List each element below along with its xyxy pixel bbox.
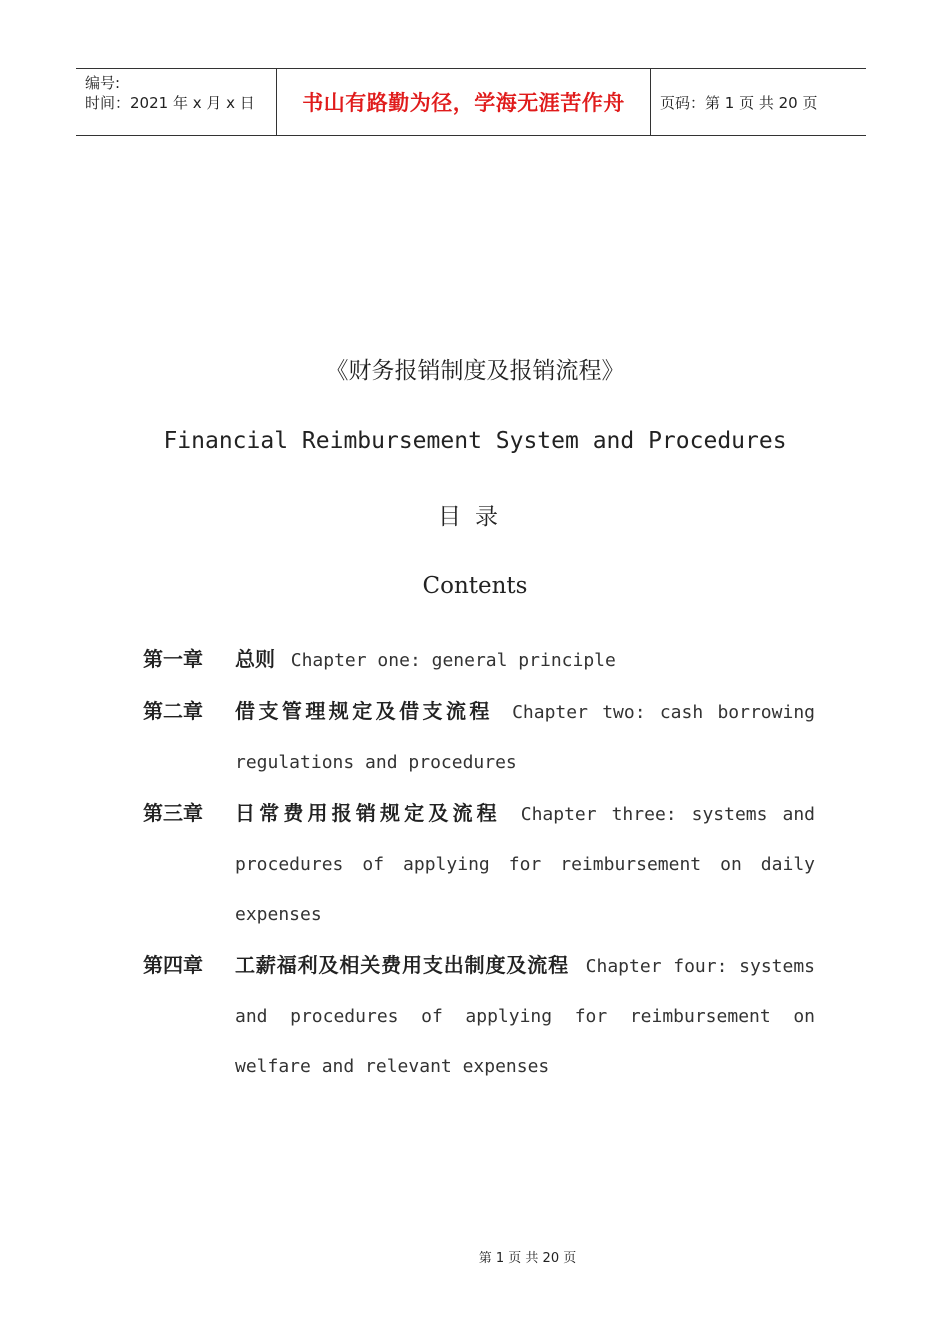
toc-heading-cn: 目录 [438,504,512,530]
toc-chapter-title-en: Chapter one: general principle [290,650,616,671]
page-info-text: 页码：第 1 页 共 20 页 [660,93,818,112]
toc-chapter-title-en: Chapter two: cash borrowing regulations and procedures [235,702,815,773]
toc-chapter-title-cn: 总则 [235,647,275,671]
toc-chapter-number: 第二章 [143,699,203,723]
toc-chapter-title-cn: 日常费用报销规定及流程 [235,801,501,825]
page-footer: 第 1 页 共 20 页 [478,1251,577,1266]
toc-entry [143,634,815,686]
header-meta [76,69,277,135]
header-page-info [651,69,866,135]
toc-chapter-title-en: Chapter four: systems and procedures of applying for reimbursement on welfare and relevant expenses [235,956,816,1077]
toc-chapter-number: 第四章 [143,953,203,977]
toc-heading-en: Contents [422,573,528,599]
header-motto [277,69,651,135]
toc-chapter-number: 第一章 [143,647,203,671]
time-label: 时间：2021 年 x 月 x 日 [85,94,255,112]
serial-label: 编号: [85,74,121,92]
toc-entry-body [235,788,815,940]
motto-text: 书山有路勤为径，学海无涯苦作舟 [302,91,625,115]
toc-entry-body [235,686,815,788]
toc-chapter-title-cn: 借支管理规定及借支流程 [235,699,493,723]
toc-entry [143,686,815,788]
toc-chapter-title-cn: 工薪福利及相关费用支出制度及流程 [235,953,570,977]
document-title-en: Financial Reimbursement System and Procedures [163,428,787,454]
toc-chapter-title-en: Chapter three: systems and procedures of applying for reimbursement on daily expenses [235,804,815,925]
toc-entry-body [235,940,815,1092]
table-of-contents [143,634,815,1092]
document-title-cn: 《财务报销制度及报销流程》 [325,358,625,384]
toc-entry [143,940,815,1092]
toc-entry-body [235,634,815,686]
toc-entry [143,788,815,940]
page-header [76,68,866,136]
toc-chapter-number: 第三章 [143,801,203,825]
